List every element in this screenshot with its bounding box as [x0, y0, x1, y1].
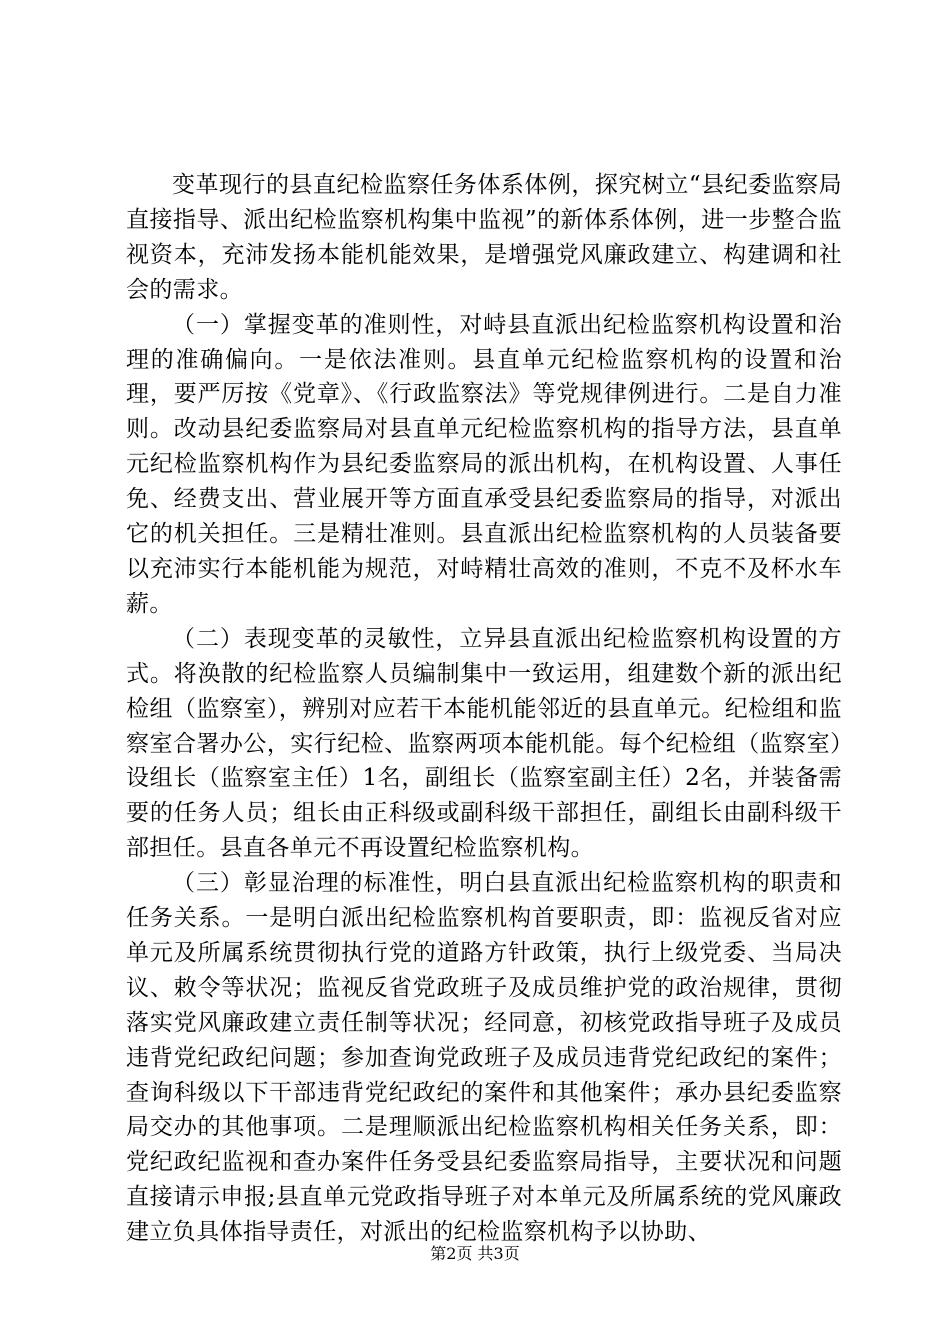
page-footer: 第2页 共3页: [430, 1244, 520, 1263]
paragraph-section-1: （一）掌握变革的准则性，对峙县直派出纪检监察机构设置和治理的准确偏向。一是依法准则。县直单元纪检监察机构的设置和治理，要严厉按《党章》、《行政监察法》等党规律例进行。二是自力准则。改动县纪委监察局对县直单元纪检监察机构的指导方法，县直单元纪检监察机构作为县纪委监察局的派出机构，在机构设置、人事任免、经费支出、营业展开等方面直承受县纪委监察局的指导，对派出它的机关担任。三是精壮准则。县直派出纪检监察机构的人员装备要以充沛实行本能机能为规范，对峙精壮高效的准则，不克不及杯水车薪。: [126, 311, 842, 617]
body-text: [126, 168, 842, 1250]
paragraph-intro: 变革现行的县直纪检监察任务体系体例，探究树立“县纪委监察局直接指导、派出纪检监察机构集中监视”的新体系体例，进一步整合监视资本，充沛发扬本能机能效果，是增强党风廉政建立、构建调和社会的需求。: [126, 172, 842, 303]
paragraph-section-3: （三）彰显治理的标准性，明白县直派出纪检监察机构的职责和任务关系。一是明白派出纪检监察机构首要职责，即：监视反省对应单元及所属系统贯彻执行党的道路方针政策，执行上级党委、当局决议、敕令等状况；监视反省党政班子及成员维护党的政治规律，贯彻落实党风廉政建立责任制等状况；经同意，初核党政指导班子及成员违背党纪政纪问题；参加查询党政班子及成员违背党纪政纪的案件；查询科级以下干部违背党纪政纪的案件和其他案件；承办县纪委监察局交办的其他事项。二是理顺派出纪检监察机构相关任务关系，即：党纪政纪监视和查办案件任务受县纪委监察局指导，主要状况和问题直接请示申报;县直单元党政指导班子对本单元及所属系统的党风廉政建立负具体指导责任，对派出的纪检监察机构予以协助、: [126, 870, 842, 1246]
paragraph-section-2: （二）表现变革的灵敏性，立异县直派出纪检监察机构设置的方式。将涣散的纪检监察人员编制集中一致运用，组建数个新的派出纪检组（监察室），辨别对应若干本能机能邻近的县直单元。纪检组和监察室合署办公，实行纪检、监察两项本能机能。每个纪检组（监察室）设组长（监察室主任）1名，副组长（监察室副主任）2名，并装备需要的任务人员；组长由正科级或副科级干部担任，副组长由副科级干部担任。县直各单元不再设置纪检监察机构。: [126, 625, 842, 862]
